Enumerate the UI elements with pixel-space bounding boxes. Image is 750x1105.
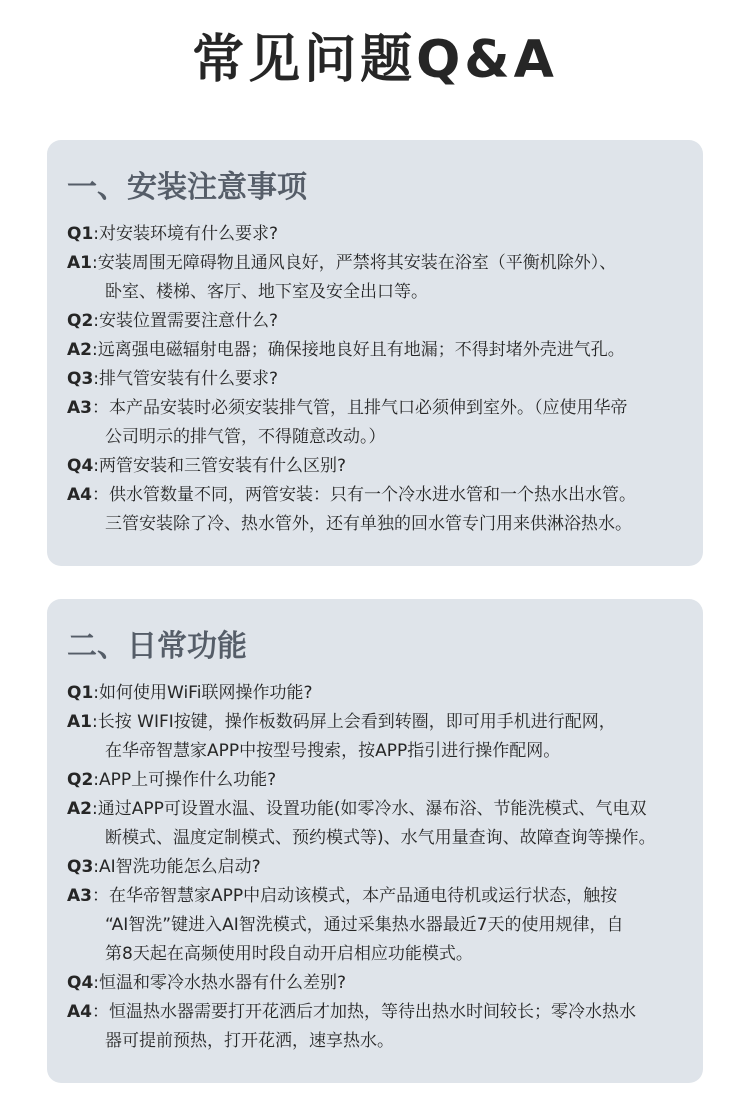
answer-separator: : <box>92 712 98 732</box>
answer-line <box>67 708 683 737</box>
question-tag: Q2 <box>67 311 94 331</box>
answer-text: 供水管数量不同，两管安装：只有一个冷水进水管和一个热水出水管。 <box>109 485 636 505</box>
answer-continuation-line <box>67 1027 683 1056</box>
question-line <box>67 853 683 882</box>
question-separator: : <box>93 857 100 877</box>
answer-text: 第8天起在高频使用时段自动开启相应功能模式。 <box>105 944 473 964</box>
question-line <box>67 365 683 394</box>
question-tag: Q1 <box>67 224 94 244</box>
question-tag: Q4 <box>67 456 94 476</box>
answer-tag: A4 <box>67 485 92 505</box>
answer-separator: : <box>92 340 98 360</box>
faq-section-daily-functions <box>47 599 703 1083</box>
answer-tag: A2 <box>67 799 92 819</box>
answer-line <box>67 336 683 365</box>
answer-separator: : <box>92 253 98 273</box>
question-text: 两管安装和三管安装有什么区别? <box>99 456 347 476</box>
qa-list <box>67 220 683 539</box>
question-tag: Q2 <box>67 770 94 790</box>
answer-text: 三管安装除了冷、热水管外，还有单独的回水管专门用来供淋浴热水。 <box>105 514 632 534</box>
answer-continuation-line <box>67 940 683 969</box>
question-separator: : <box>93 683 100 703</box>
answer-tag: A1 <box>67 712 92 732</box>
section-heading: 二、日常功能 <box>67 629 247 664</box>
answer-text: 通过APP可设置水温、设置功能(如零冷水、瀑布浴、节能洗模式、气电双 <box>97 799 647 819</box>
section-heading: 一、安装注意事项 <box>67 170 307 205</box>
question-tag: Q1 <box>67 683 94 703</box>
question-text: 排气管安装有什么要求? <box>99 369 279 389</box>
answer-text: 恒温热水器需要打开花洒后才加热，等待出热水时间较长；零冷水热水 <box>109 1002 636 1022</box>
question-text: 对安装环境有什么要求? <box>99 224 279 244</box>
page-title: 常见问题Q&A <box>192 30 558 90</box>
question-separator: : <box>93 369 100 389</box>
question-text: APP上可操作什么功能? <box>99 770 277 790</box>
answer-text: 本产品安装时必须安装排气管，且排气口必须伸到室外。（应使用华帝 <box>109 398 628 418</box>
answer-separator: ： <box>92 485 109 505</box>
question-separator: : <box>93 770 100 790</box>
answer-line <box>67 882 683 911</box>
question-text: 如何使用WiFi联网操作功能? <box>99 683 313 703</box>
question-text: 安装位置需要注意什么? <box>99 311 279 331</box>
question-line <box>67 307 683 336</box>
question-line <box>67 220 683 249</box>
faq-section-installation <box>47 140 703 566</box>
answer-line <box>67 795 683 824</box>
answer-separator: ： <box>92 886 109 906</box>
question-separator: : <box>93 456 100 476</box>
answer-separator: : <box>92 799 98 819</box>
question-tag: Q3 <box>67 857 94 877</box>
answer-line <box>67 998 683 1027</box>
qa-list <box>67 679 683 1056</box>
question-separator: : <box>93 311 100 331</box>
question-separator: : <box>93 973 100 993</box>
answer-continuation-line <box>67 278 683 307</box>
answer-text: 安装周围无障碍物且通风良好，严禁将其安装在浴室（平衡机除外）、 <box>97 253 617 273</box>
answer-text: 远离强电磁辐射电器；确保接地良好且有地漏；不得封堵外壳进气孔。 <box>97 340 625 360</box>
question-line <box>67 766 683 795</box>
question-separator: : <box>93 224 100 244</box>
answer-continuation-line <box>67 737 683 766</box>
answer-tag: A3 <box>67 398 92 418</box>
answer-text: 长按 WIFI按键，操作板数码屏上会看到转圈，即可用手机进行配网， <box>97 712 616 732</box>
answer-separator: ： <box>92 1002 109 1022</box>
question-line <box>67 679 683 708</box>
answer-separator: ： <box>92 398 109 418</box>
answer-continuation-line <box>67 423 683 452</box>
question-line <box>67 452 683 481</box>
answer-tag: A3 <box>67 886 92 906</box>
answer-line <box>67 481 683 510</box>
answer-tag: A2 <box>67 340 92 360</box>
answer-continuation-line <box>67 911 683 940</box>
answer-text: 在华帝智慧家APP中启动该模式，本产品通电待机或运行状态，触按 <box>109 886 618 906</box>
answer-tag: A4 <box>67 1002 92 1022</box>
question-text: AI智洗功能怎么启动? <box>99 857 261 877</box>
question-tag: Q3 <box>67 369 94 389</box>
answer-text: “AI智洗”键进入AI智洗模式，通过采集热水器最近7天的使用规律，自 <box>105 915 624 935</box>
answer-line <box>67 394 683 423</box>
question-text: 恒温和零冷水热水器有什么差别? <box>99 973 347 993</box>
answer-tag: A1 <box>67 253 92 273</box>
answer-line <box>67 249 683 278</box>
answer-text: 卧室、楼梯、客厅、地下室及安全出口等。 <box>105 282 428 302</box>
question-line <box>67 969 683 998</box>
answer-text: 在华帝智慧家APP中按型号搜索，按APP指引进行操作配网。 <box>105 741 561 761</box>
answer-text: 器可提前预热，打开花洒，速享热水。 <box>105 1031 394 1051</box>
answer-continuation-line <box>67 510 683 539</box>
question-tag: Q4 <box>67 973 94 993</box>
answer-text: 公司明示的排气管，不得随意改动。） <box>105 427 386 447</box>
answer-text: 断模式、温度定制模式、预约模式等)、水气用量查询、故障查询等操作。 <box>105 828 656 848</box>
answer-continuation-line <box>67 824 683 853</box>
